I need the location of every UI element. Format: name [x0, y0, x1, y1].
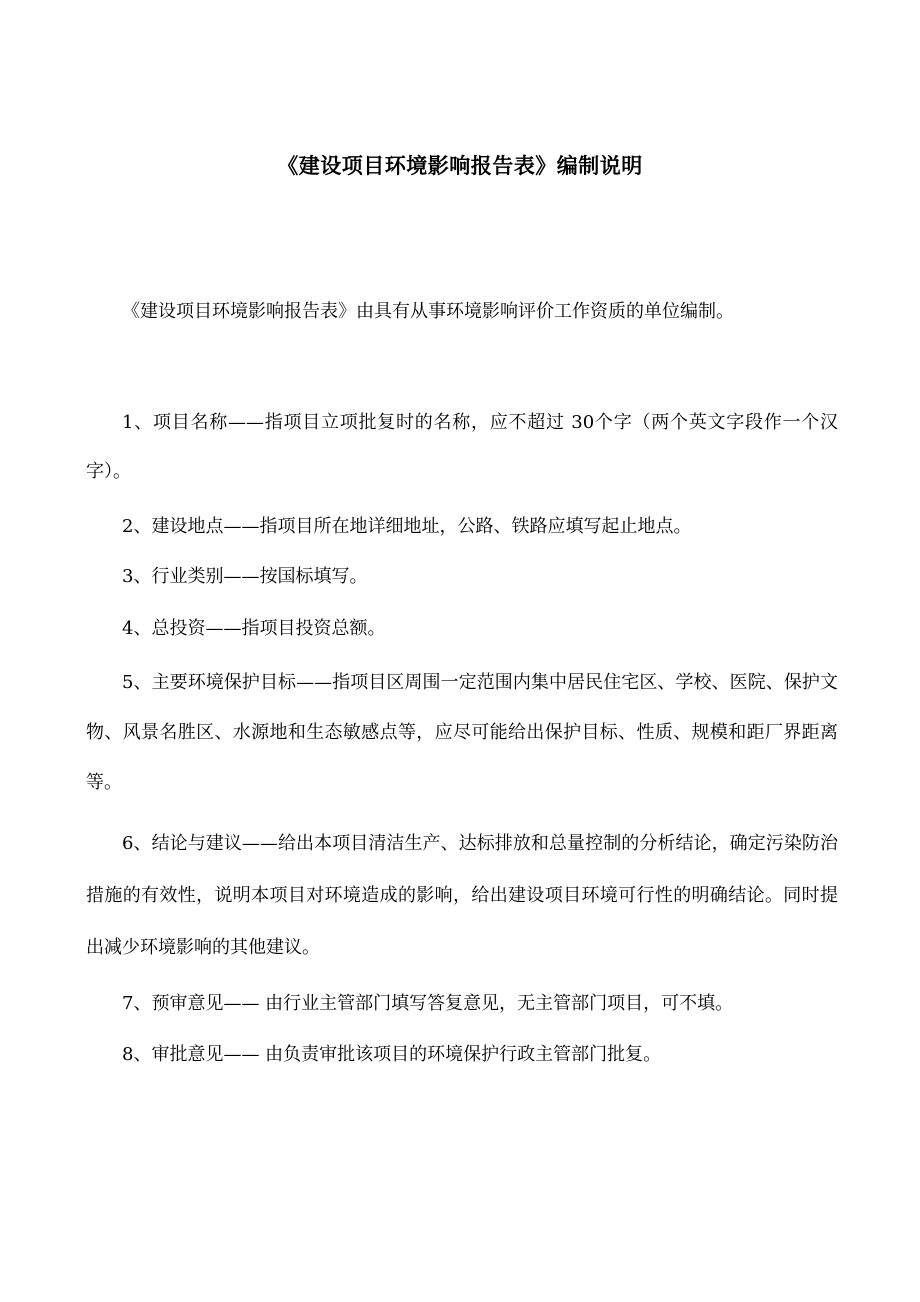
- intro-paragraph: 《建设项目环境影响报告表》由具有从事环境影响评价工作资质的单位编制。: [122, 301, 734, 322]
- item-conclusions: 6、结论与建议——给出本项目清洁生产、达标排放和总量控制的分析结论，确定污染防治措施的有效性，说明本项目对环境造成的影响，给出建设项目环境可行性的明确结论。同时提出减少环境影响的其他建议。: [86, 833, 838, 958]
- item-total-investment: 4、总投资——指项目投资总额。: [122, 618, 386, 639]
- item-approval-opinion: 8、审批意见—— 由负责审批该项目的环境保护行政主管部门批复。: [122, 1044, 662, 1065]
- item-pre-review-opinion: 7、预审意见—— 由行业主管部门填写答复意见，无主管部门项目，可不填。: [122, 993, 734, 1014]
- item-construction-site: 2、建设地点——指项目所在地详细地址，公路、铁路应填写起止地点。: [122, 516, 692, 537]
- item-project-name: 1、项目名称——指项目立项批复时的名称，应不超过 30个字（两个英文字段作一个汉字）。: [86, 412, 838, 482]
- document-title: 《建设项目环境影响报告表》编制说明: [277, 153, 643, 178]
- item-protection-targets: 5、主要环境保护目标——指项目区周围一定范围内集中居民住宅区、学校、医院、保护文物、风景名胜区、水源地和生态敏感点等，应尽可能给出保护目标、性质、规模和距厂界距离等。: [86, 672, 838, 793]
- item-industry-category: 3、行业类别——按国标填写。: [122, 566, 368, 587]
